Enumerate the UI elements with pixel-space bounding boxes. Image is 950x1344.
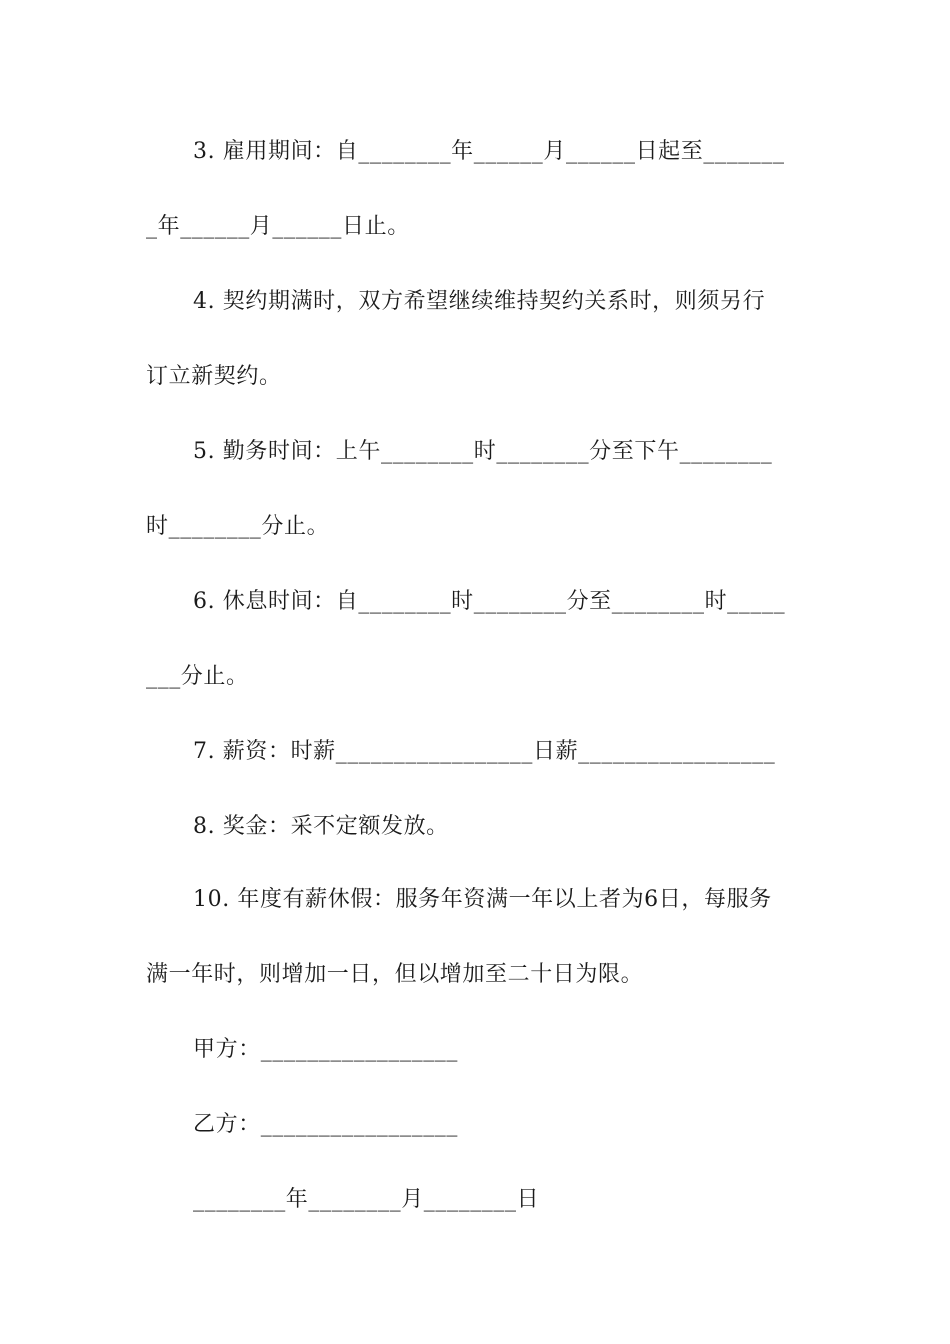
clause-7-salary: 7. 薪资：时薪_________________日薪_________________ [193,739,776,764]
clause-5-working-hours: 5. 勤务时间：上午________时________分至下午________ [193,439,773,464]
clause-3-continuation: _年______月______日止。 [146,214,410,239]
clause-4-continuation: 订立新契约。 [146,364,282,389]
clause-5-continuation: 时________分止。 [146,514,330,539]
party-a-signature: 甲方：_________________ [193,1037,459,1062]
clause-6-rest-time: 6. 休息时间：自________时________分至________时_____ [193,589,786,614]
clause-3-employment-period: 3. 雇用期间：自________年______月______日起至_______ [193,139,785,164]
signing-date: ________年________月________日 [193,1187,540,1212]
party-b-signature: 乙方：_________________ [193,1112,459,1137]
clause-6-continuation: ___分止。 [146,664,249,689]
clause-10-annual-leave: 10. 年度有薪休假：服务年资满一年以上者为6日，每服务 [193,887,772,912]
clause-8-bonus: 8. 奖金：采不定额发放。 [193,814,449,839]
clause-10-continuation: 满一年时，则增加一日，但以增加至二十日为限。 [146,962,644,987]
clause-4-contract-renewal: 4. 契约期满时，双方希望继续维持契约关系时，则须另行 [193,289,766,314]
